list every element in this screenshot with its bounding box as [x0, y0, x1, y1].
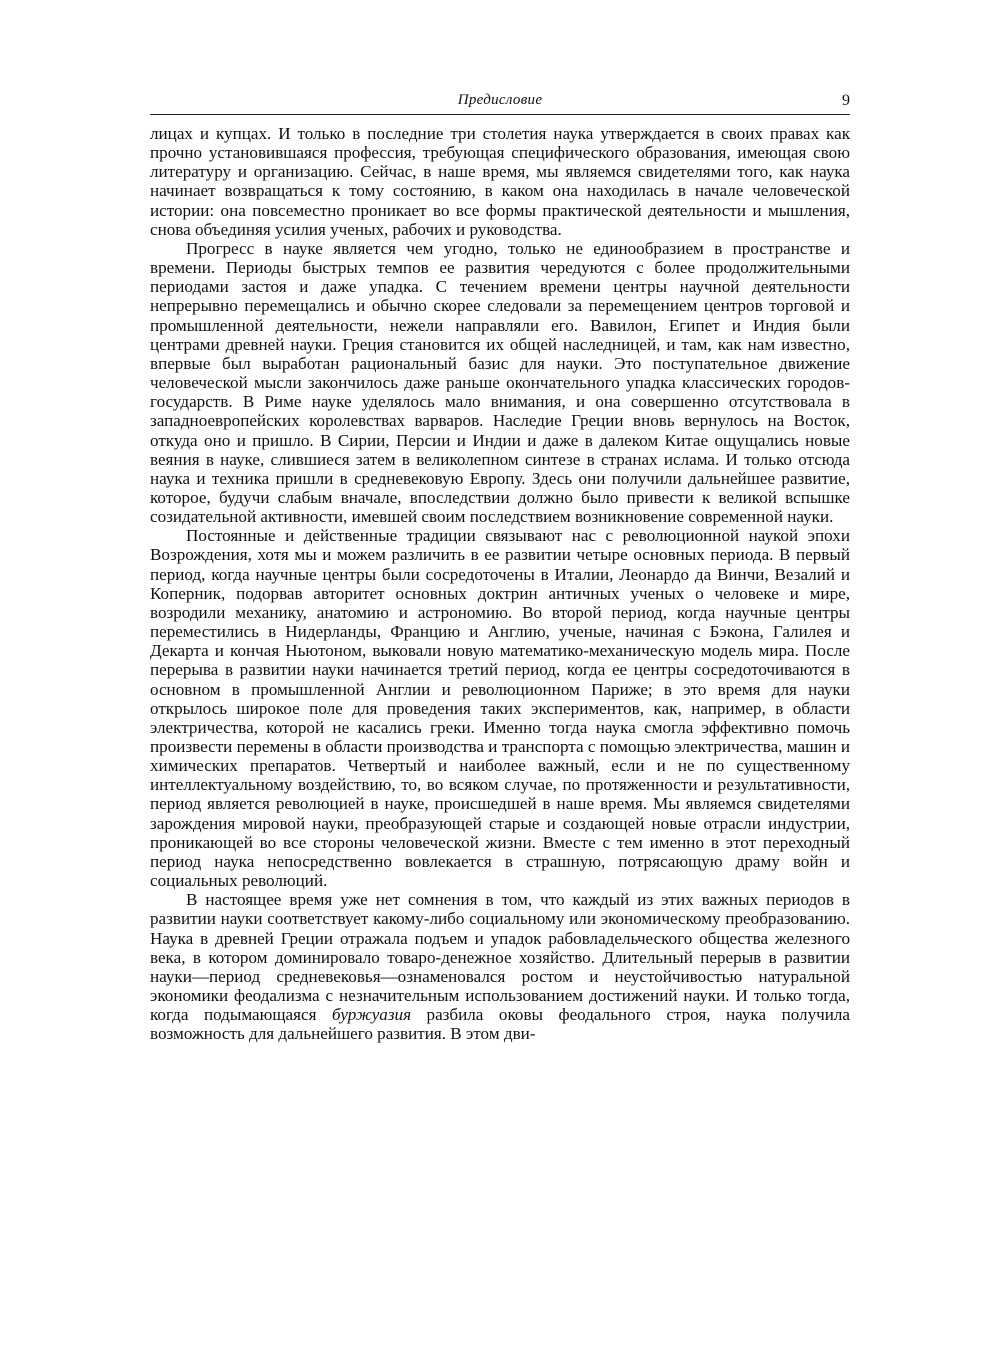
paragraph-3: Постоянные и действенные традиции связывают нас с революционной наукой эпохи Возрождения, хотя мы и можем различить в ее развитии четыре основных периода. В первый период, когда научные центры были сосредоточены в Италии, Леонардо да Винчи, Везалий и Коперник, подорвав авторитет основных доктрин античных ученых о человеке и мире, возродили механику, анатомию и астрономию. Во второй период, когда научные центры переместились в Нидерланды, Францию и Англию, ученые, начиная с Бэкона, Галилея и Декарта и кончая Ньютоном, выковали новую математико-механическую модель мира. После перерыва в развитии науки начинается третий период, когда ее центры сосредоточиваются в основном в промышленной Англии и революционном Париже; в это время для науки открылось широкое поле для проведения таких экспериментов, как, например, в области электричества, которой не касались греки. Именно тогда наука смогла эффективно помочь произвести перемены в области производства и транспорта с помощью электричества, машин и химических препаратов. Четвертый и наиболее важный, если и не по существенному интеллектуальному воздействию, то, во всяком случае, по протяженности и результативности, период является революцией в науке, происшедшей в наше время. Мы являемся свидетелями зарождения мировой науки, преобразующей старые и создающей новые отрасли индустрии, проникающей во все стороны человеческой жизни. Вместе с тем именно в этот переходный период наука непосредственно вовлекается в страшную, потрясающую драму войн и социальных революций.	[150, 526, 850, 891]
running-title: Предисловие	[457, 92, 543, 108]
page-number: 9	[842, 92, 850, 109]
book-page	[150, 92, 850, 1044]
paragraph-4	[150, 890, 850, 1043]
paragraph-4-text-after: разбила оковы феодального строя, наука получила возможность для дальнейшего развития. В этом дви-	[150, 1005, 850, 1044]
paragraph-4-emphasis: буржуазия	[331, 1005, 412, 1025]
body-text	[150, 124, 850, 1044]
paragraph-4-text-before: В настоящее время уже нет сомнения в том, что каждый из этих важных периодов в развитии науки соответствует какому-либо социальному или экономическому преобразованию. Наука в древней Греции отражала подъем и упадок рабовладельческого общества железного века, в котором доминировало товаро-денежное хозяйство. Длительный перерыв в развитии науки—период средневековья—ознаменовался ростом и неустойчивостью натуральной экономики феодализма с незначительным использованием достижений науки. И только тогда, когда подымающаяся	[150, 890, 850, 1025]
paragraph-2: Прогресс в науке является чем угодно, только не единообразием в пространстве и времени. Периоды быстрых темпов ее развития чередуются с более продолжительными периодами застоя и даже упадка. С течением времени центры научной деятельности непрерывно перемещались и обычно скорее следовали за перемещением центров торговой и промышленной деятельности, нежели направляли его. Вавилон, Египет и Индия были центрами древней науки. Греция становится их общей наследницей, и там, как нам известно, впервые был выработан рациональный базис для науки. Это поступательное движение человеческой мысли закончилось даже раньше окончательного упадка классических городов-государств. В Риме науке уделялось мало внимания, и она совершенно отсутствовала в западноевропейских королевствах варваров. Наследие Греции вновь вернулось на Восток, откуда оно и пришло. В Сирии, Персии и Индии и даже в далеком Китае ощущались новые веяния в науке, слившиеся затем в великолепном синтезе в странах ислама. И только отсюда наука и техника пришли в средневековую Европу. Здесь они получили дальнейшее развитие, которое, будучи слабым вначале, впоследствии должно было привести к великой вспышке созидательной активности, имевшей своим последствием возникновение современной науки.	[150, 238, 850, 527]
paragraph-1: лицах и купцах. И только в последние три столетия наука утверждается в своих правах как прочно установившаяся профессия, требующая специфического образования, имеющая свою литературу и организацию. Сейчас, в наше время, мы являемся свидетелями того, как наука начинает возвращаться к тому состоянию, в каком она находилась в начале человеческой истории: она повсеместно проникает во все формы практической деятельности и мышления, снова объединяя усилия ученых, рабочих и руководства.	[150, 124, 850, 239]
running-head	[150, 92, 850, 115]
